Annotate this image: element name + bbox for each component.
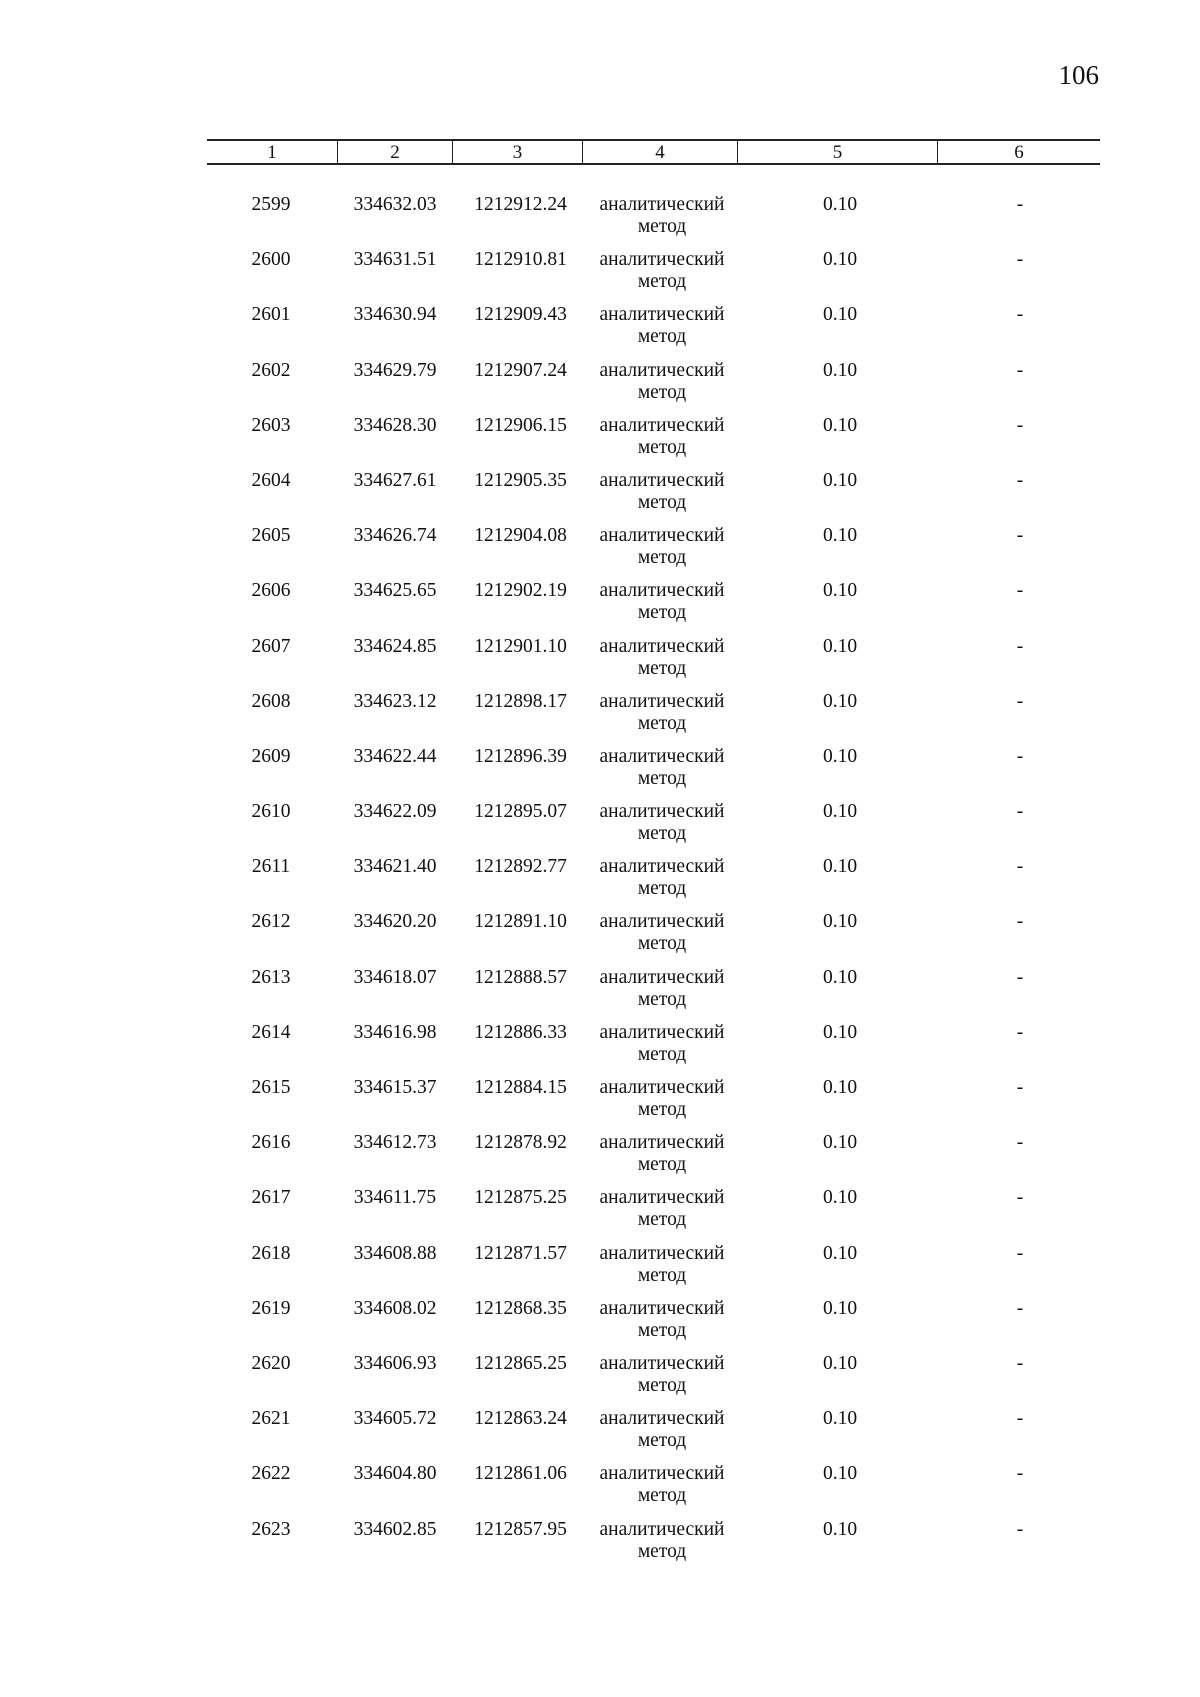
y-coordinate: 1212902.19 — [474, 580, 567, 602]
method-text: метод — [637, 1374, 687, 1396]
y-coordinate: 1212875.25 — [474, 1187, 567, 1209]
accuracy-value: 0.10 — [822, 1132, 858, 1154]
x-coordinate: 334615.37 — [353, 1077, 437, 1098]
method-cell — [582, 856, 742, 900]
x-coordinate: 334605.72 — [353, 1408, 437, 1430]
point-number: 2599 — [251, 194, 291, 215]
table-row — [0, 194, 1200, 249]
method-text: метод — [637, 712, 687, 734]
y-coordinate: 1212896.39 — [474, 745, 567, 767]
note-value: - — [1016, 856, 1024, 878]
point-number: 2609 — [251, 745, 291, 767]
note-value: - — [1016, 580, 1024, 602]
accuracy-value: 0.10 — [822, 1463, 858, 1485]
y-coordinate: 1212878.92 — [474, 1132, 567, 1154]
point-number: 2602 — [251, 359, 291, 381]
accuracy-value: 0.10 — [822, 966, 858, 988]
method-cell — [582, 1022, 742, 1066]
method-cell — [582, 636, 742, 680]
table-row — [0, 580, 1200, 635]
table-row — [0, 1463, 1200, 1518]
table-row — [0, 360, 1200, 415]
table-row — [0, 249, 1200, 304]
y-coordinate: 1212912.24 — [474, 194, 567, 215]
method-text: аналитический — [599, 1408, 725, 1430]
point-number: 2616 — [251, 1132, 291, 1154]
method-text: метод — [637, 326, 687, 348]
y-coordinate: 1212891.10 — [474, 911, 567, 933]
y-coordinate: 1212907.24 — [474, 359, 567, 381]
note-value: - — [1016, 801, 1024, 823]
method-cell — [582, 1353, 742, 1397]
method-text: аналитический — [599, 194, 725, 215]
x-coordinate: 334632.03 — [353, 194, 437, 215]
method-text: аналитический — [599, 635, 725, 657]
table-row — [0, 1077, 1200, 1132]
accuracy-value: 0.10 — [822, 359, 858, 381]
y-coordinate: 1212901.10 — [474, 635, 567, 657]
note-value: - — [1016, 635, 1024, 657]
method-text: метод — [637, 1099, 687, 1120]
table-row — [0, 1132, 1200, 1187]
method-text: метод — [637, 491, 687, 513]
point-number: 2613 — [251, 966, 291, 988]
y-coordinate: 1212868.35 — [474, 1297, 567, 1319]
x-coordinate: 334608.02 — [353, 1297, 437, 1319]
table-row — [0, 911, 1200, 966]
method-cell — [582, 1298, 742, 1342]
method-cell — [582, 746, 742, 790]
method-text: метод — [637, 547, 687, 569]
method-text: аналитический — [599, 966, 725, 988]
table-row — [0, 470, 1200, 525]
note-value: - — [1016, 1352, 1024, 1374]
method-text: аналитический — [599, 304, 725, 326]
header-col-1: 1 — [267, 142, 277, 163]
accuracy-value: 0.10 — [822, 856, 858, 878]
point-number: 2600 — [251, 249, 291, 271]
table-row — [0, 801, 1200, 856]
note-value: - — [1016, 1408, 1024, 1430]
table-row — [0, 304, 1200, 359]
point-number: 2614 — [251, 1021, 291, 1043]
method-text: метод — [637, 657, 687, 679]
point-number: 2603 — [251, 414, 291, 436]
table-row — [0, 1353, 1200, 1408]
method-cell — [582, 1187, 742, 1231]
point-number: 2620 — [251, 1352, 291, 1374]
y-coordinate: 1212910.81 — [474, 249, 567, 271]
accuracy-value: 0.10 — [822, 1021, 858, 1043]
method-text: метод — [637, 878, 687, 900]
accuracy-value: 0.10 — [822, 469, 858, 491]
method-text: аналитический — [599, 359, 725, 381]
y-coordinate: 1212892.77 — [474, 856, 567, 878]
y-coordinate: 1212904.08 — [474, 525, 567, 547]
note-value: - — [1016, 1242, 1024, 1264]
note-value: - — [1016, 966, 1024, 988]
note-value: - — [1016, 194, 1024, 215]
method-cell — [582, 1463, 742, 1507]
point-number: 2605 — [251, 525, 291, 547]
note-value: - — [1016, 525, 1024, 547]
point-number: 2610 — [251, 801, 291, 823]
method-text: метод — [637, 436, 687, 458]
method-text: метод — [637, 1209, 687, 1231]
table-row — [0, 1022, 1200, 1077]
table-row — [0, 525, 1200, 580]
x-coordinate: 334628.30 — [353, 414, 437, 436]
header-col-5: 5 — [737, 141, 937, 163]
table-row — [0, 1187, 1200, 1242]
note-value: - — [1016, 1187, 1024, 1209]
table-row — [0, 1519, 1200, 1574]
method-text: метод — [637, 1540, 687, 1562]
note-value: - — [1016, 469, 1024, 491]
y-coordinate: 1212906.15 — [474, 414, 567, 436]
x-coordinate: 334620.20 — [353, 911, 437, 933]
method-text: метод — [637, 988, 687, 1010]
method-text: аналитический — [599, 414, 725, 436]
method-cell — [582, 304, 742, 348]
x-coordinate: 334623.12 — [353, 690, 437, 712]
method-text: метод — [637, 602, 687, 624]
note-value: - — [1016, 1463, 1024, 1485]
method-cell — [582, 1077, 742, 1121]
accuracy-value: 0.10 — [822, 1408, 858, 1430]
method-cell — [582, 1243, 742, 1287]
x-coordinate: 334624.85 — [353, 635, 437, 657]
note-value: - — [1016, 359, 1024, 381]
method-text: аналитический — [599, 1518, 725, 1540]
method-text: аналитический — [599, 1187, 725, 1209]
method-text: аналитический — [599, 1021, 725, 1043]
point-number: 2606 — [251, 580, 291, 602]
x-coordinate: 334612.73 — [353, 1132, 437, 1154]
method-cell — [582, 194, 742, 238]
method-text: аналитический — [599, 856, 725, 878]
method-text: метод — [637, 1485, 687, 1507]
table-row — [0, 691, 1200, 746]
y-coordinate: 1212871.57 — [474, 1242, 567, 1264]
point-number: 2618 — [251, 1242, 291, 1264]
method-text: метод — [637, 216, 687, 237]
header-col-2: 2 — [337, 141, 452, 163]
table-row — [0, 636, 1200, 691]
method-cell — [582, 360, 742, 404]
point-number: 2621 — [251, 1408, 291, 1430]
accuracy-value: 0.10 — [822, 1297, 858, 1319]
note-value: - — [1016, 414, 1024, 436]
accuracy-value: 0.10 — [822, 249, 858, 271]
method-cell — [582, 415, 742, 459]
note-value: - — [1016, 1518, 1024, 1540]
x-coordinate: 334622.09 — [353, 801, 437, 823]
y-coordinate: 1212905.35 — [474, 469, 567, 491]
note-value: - — [1016, 249, 1024, 271]
accuracy-value: 0.10 — [822, 580, 858, 602]
table-row — [0, 1408, 1200, 1463]
point-number: 2612 — [251, 911, 291, 933]
y-coordinate: 1212888.57 — [474, 966, 567, 988]
accuracy-value: 0.10 — [822, 690, 858, 712]
table-row — [0, 415, 1200, 470]
y-coordinate: 1212886.33 — [474, 1021, 567, 1043]
y-coordinate: 1212898.17 — [474, 690, 567, 712]
accuracy-value: 0.10 — [822, 1077, 858, 1098]
table-row — [0, 1298, 1200, 1353]
note-value: - — [1016, 1077, 1024, 1098]
method-text: аналитический — [599, 801, 725, 823]
point-number: 2619 — [251, 1297, 291, 1319]
header-col-3: 3 — [452, 141, 582, 163]
y-coordinate: 1212857.95 — [474, 1518, 567, 1540]
table-row — [0, 1243, 1200, 1298]
method-text: аналитический — [599, 525, 725, 547]
note-value: - — [1016, 911, 1024, 933]
y-coordinate: 1212884.15 — [474, 1077, 567, 1098]
table-row — [0, 856, 1200, 911]
x-coordinate: 334626.74 — [353, 525, 437, 547]
method-text: метод — [637, 767, 687, 789]
x-coordinate: 334606.93 — [353, 1352, 437, 1374]
method-cell — [582, 801, 742, 845]
accuracy-value: 0.10 — [822, 911, 858, 933]
method-cell — [582, 1519, 742, 1563]
method-text: метод — [637, 1264, 687, 1286]
method-text: аналитический — [599, 249, 725, 271]
accuracy-value: 0.10 — [822, 745, 858, 767]
point-number: 2607 — [251, 635, 291, 657]
point-number: 2601 — [251, 304, 291, 326]
method-text: аналитический — [599, 580, 725, 602]
method-text: метод — [637, 1154, 687, 1176]
accuracy-value: 0.10 — [822, 1518, 858, 1540]
method-text: аналитический — [599, 1132, 725, 1154]
note-value: - — [1016, 1021, 1024, 1043]
note-value: - — [1016, 1297, 1024, 1319]
x-coordinate: 334618.07 — [353, 966, 437, 988]
x-coordinate: 334604.80 — [353, 1463, 437, 1485]
method-text: аналитический — [599, 469, 725, 491]
method-cell — [582, 1132, 742, 1176]
x-coordinate: 334630.94 — [353, 304, 437, 326]
method-cell — [582, 249, 742, 293]
y-coordinate: 1212861.06 — [474, 1463, 567, 1485]
x-coordinate: 334631.51 — [353, 249, 437, 271]
y-coordinate: 1212909.43 — [474, 304, 567, 326]
method-text: метод — [637, 271, 687, 293]
method-cell — [582, 525, 742, 569]
x-coordinate: 334611.75 — [353, 1187, 437, 1209]
method-text: метод — [637, 381, 687, 403]
table-row — [0, 967, 1200, 1022]
note-value: - — [1016, 1132, 1024, 1154]
method-text: аналитический — [599, 1242, 725, 1264]
method-cell — [582, 470, 742, 514]
method-text: метод — [637, 933, 687, 955]
header-col-6: 6 — [937, 141, 1100, 163]
accuracy-value: 0.10 — [822, 1242, 858, 1264]
method-text: метод — [637, 1319, 687, 1341]
accuracy-value: 0.10 — [822, 801, 858, 823]
method-text: метод — [637, 1043, 687, 1065]
method-text: аналитический — [599, 1352, 725, 1374]
header-col-4: 4 — [582, 141, 737, 163]
point-number: 2622 — [251, 1463, 291, 1485]
point-number: 2611 — [251, 856, 291, 878]
method-text: аналитический — [599, 1297, 725, 1319]
method-cell — [582, 1408, 742, 1452]
accuracy-value: 0.10 — [822, 414, 858, 436]
accuracy-value: 0.10 — [822, 1187, 858, 1209]
point-number: 2617 — [251, 1187, 291, 1209]
accuracy-value: 0.10 — [822, 304, 858, 326]
table-row — [0, 746, 1200, 801]
y-coordinate: 1212895.07 — [474, 801, 567, 823]
point-number: 2615 — [251, 1077, 291, 1098]
method-text: аналитический — [599, 1463, 725, 1485]
x-coordinate: 334629.79 — [353, 359, 437, 381]
note-value: - — [1016, 745, 1024, 767]
x-coordinate: 334622.44 — [353, 745, 437, 767]
accuracy-value: 0.10 — [822, 635, 858, 657]
x-coordinate: 334616.98 — [353, 1021, 437, 1043]
table-body — [0, 194, 1200, 1574]
point-number: 2623 — [251, 1518, 291, 1540]
table-header — [207, 139, 1100, 165]
page-number: 106 — [1058, 60, 1099, 90]
x-coordinate: 334627.61 — [353, 469, 437, 491]
method-text: аналитический — [599, 745, 725, 767]
x-coordinate: 334621.40 — [353, 856, 437, 878]
method-text: метод — [637, 823, 687, 845]
x-coordinate: 334602.85 — [353, 1518, 437, 1540]
method-text: аналитический — [599, 690, 725, 712]
x-coordinate: 334608.88 — [353, 1242, 437, 1264]
point-number: 2604 — [251, 469, 291, 491]
method-text: аналитический — [599, 1077, 725, 1098]
accuracy-value: 0.10 — [822, 1352, 858, 1374]
method-cell — [582, 691, 742, 735]
accuracy-value: 0.10 — [822, 525, 858, 547]
point-number: 2608 — [251, 690, 291, 712]
method-cell — [582, 580, 742, 624]
method-cell — [582, 911, 742, 955]
method-text: метод — [637, 1430, 687, 1452]
accuracy-value: 0.10 — [822, 194, 858, 215]
note-value: - — [1016, 304, 1024, 326]
note-value: - — [1016, 690, 1024, 712]
x-coordinate: 334625.65 — [353, 580, 437, 602]
method-text: аналитический — [599, 911, 725, 933]
y-coordinate: 1212865.25 — [474, 1352, 567, 1374]
method-cell — [582, 967, 742, 1011]
y-coordinate: 1212863.24 — [474, 1408, 567, 1430]
